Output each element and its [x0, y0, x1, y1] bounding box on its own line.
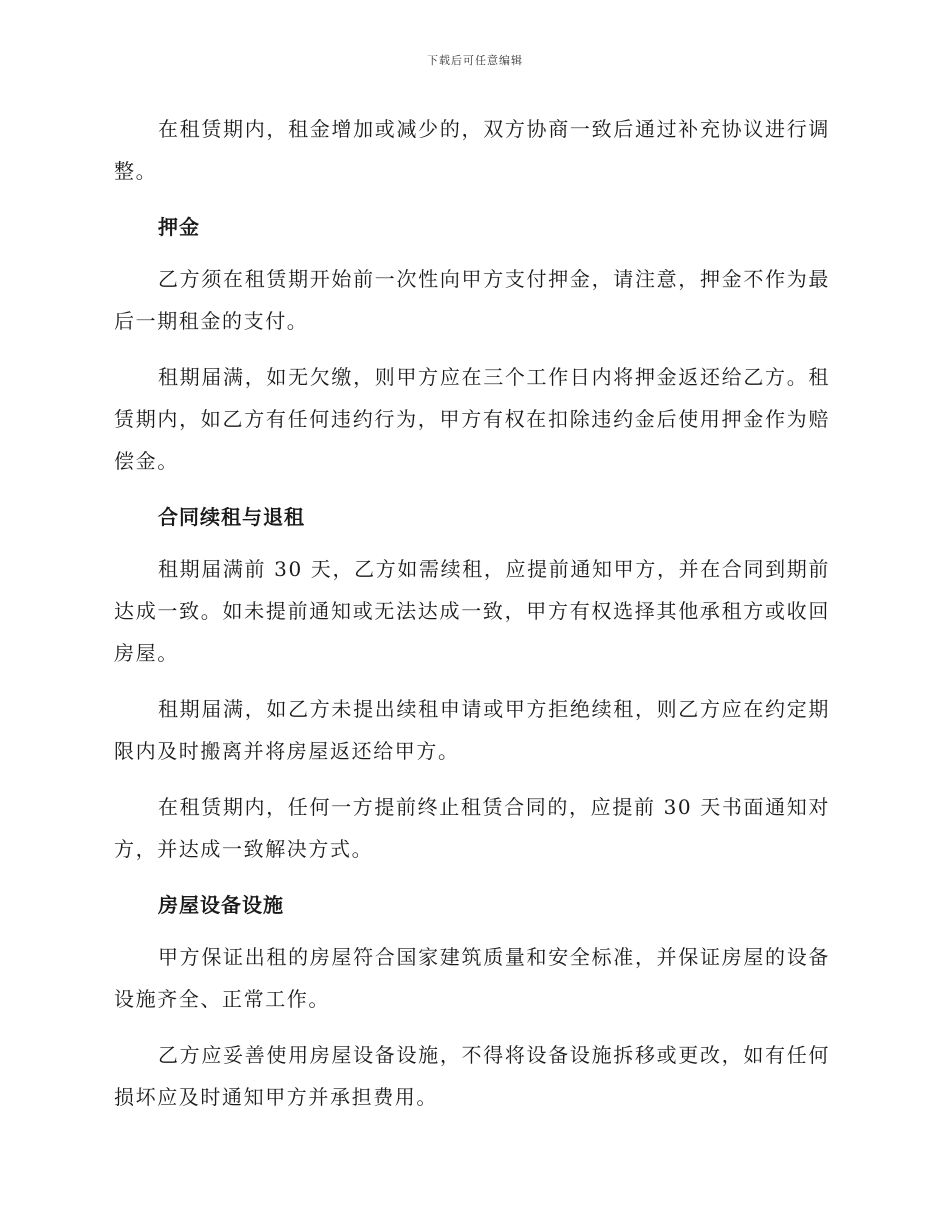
renewal-paragraph-1: 租期届满前 30 天，乙方如需续租，应提前通知甲方，并在合同到期前达成一致。如未提前通知或无法达成一致，甲方有权选择其他承租方或收回房屋。 — [114, 557, 830, 665]
renewal-paragraph-3: 在租赁期内，任何一方提前终止租赁合同的，应提前 30 天书面通知对方，并达成一致解决方式。 — [114, 795, 830, 861]
rent-adjustment-paragraph: 在租赁期内，租金增加或减少的，双方协商一致后通过补充协议进行调整。 — [114, 117, 830, 183]
renewal-paragraph-2: 租期届满，如乙方未提出续租申请或甲方拒绝续租，则乙方应在约定期限内及时搬离并将房屋返还给甲方。 — [114, 697, 830, 763]
facilities-paragraph-1: 甲方保证出租的房屋符合国家建筑质量和安全标准，并保证房屋的设备设施齐全、正常工作。 — [114, 945, 830, 1011]
facilities-heading: 房屋设备设施 — [158, 893, 284, 917]
facilities-paragraph-2: 乙方应妥善使用房屋设备设施，不得将设备设施拆移或更改，如有任何损坏应及时通知甲方并承担费用。 — [114, 1043, 830, 1109]
deposit-paragraph-1: 乙方须在租赁期开始前一次性向甲方支付押金，请注意，押金不作为最后一期租金的支付。 — [114, 267, 830, 333]
header-note: 下载后可任意编辑 — [427, 54, 523, 67]
renewal-heading: 合同续租与退租 — [158, 505, 305, 529]
document-body — [114, 108, 830, 1132]
deposit-heading: 押金 — [158, 215, 200, 239]
deposit-paragraph-2: 租期届满，如无欠缴，则甲方应在三个工作日内将押金返还给乙方。租赁期内，如乙方有任何违约行为，甲方有权在扣除违约金后使用押金作为赔偿金。 — [114, 365, 830, 473]
